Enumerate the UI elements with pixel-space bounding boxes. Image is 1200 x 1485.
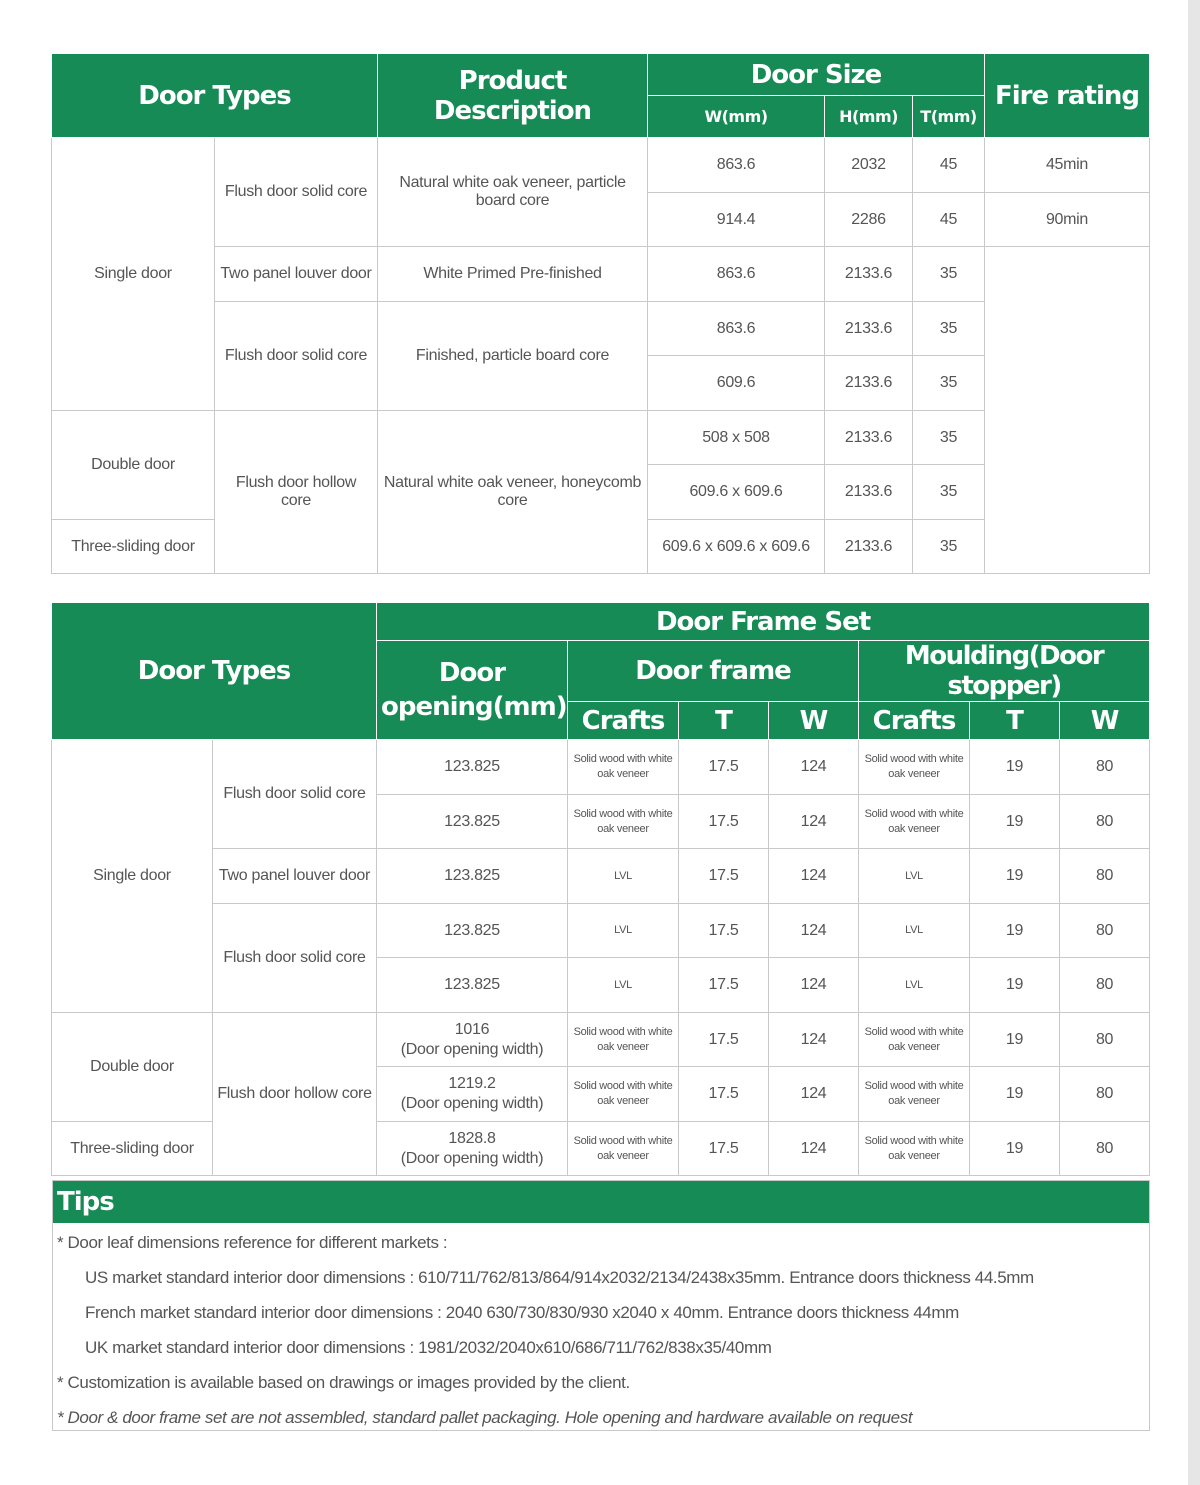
moulding-crafts-cell: Solid wood with white oak veneer (859, 1013, 970, 1067)
table-row (52, 138, 1150, 193)
header-frame-w: W (769, 702, 859, 740)
opening-cell (377, 904, 568, 958)
height-cell: 2133.6 (825, 302, 913, 356)
moulding-w-cell: 80 (1060, 1013, 1150, 1067)
frame-w-cell: 124 (769, 1122, 859, 1176)
description-cell: Finished, particle board core (378, 302, 648, 411)
moulding-t-cell: 19 (970, 740, 1060, 795)
header-moulding-t: T (970, 702, 1060, 740)
moulding-crafts-cell: Solid wood with white oak veneer (859, 795, 970, 849)
frame-crafts-cell: LVL (568, 958, 679, 1013)
moulding-w-cell: 80 (1060, 904, 1150, 958)
thickness-cell: 45 (913, 138, 985, 193)
height-cell: 2286 (825, 193, 913, 247)
tips-title: Tips (53, 1181, 1149, 1223)
opening-cell (377, 958, 568, 1013)
moulding-w-cell: 80 (1060, 958, 1150, 1013)
tip-line: * Door & door frame set are not assembled, standard pallet packaging. Hole opening and hardware available on request (57, 1408, 913, 1427)
subtype-cell: Flush door solid core (213, 904, 377, 1013)
subtype-cell: Flush door solid core (215, 302, 378, 411)
table-row (52, 740, 1150, 795)
frame-t-cell: 17.5 (679, 1122, 769, 1176)
width-cell: 609.6 x 609.6 x 609.6 (648, 520, 825, 574)
width-cell: 863.6 (648, 138, 825, 193)
thickness-cell: 45 (913, 193, 985, 247)
subtype-cell: Two panel louver door (215, 247, 378, 302)
moulding-crafts-cell: LVL (859, 849, 970, 904)
group-single-door: Single door (52, 138, 215, 411)
opening-cell (377, 740, 568, 795)
header-moulding: Moulding(Door stopper) (859, 641, 1150, 702)
header-door-types: Door Types (52, 54, 378, 138)
opening-value: 1016 (454, 1020, 490, 1038)
opening-value: 123.825 (444, 976, 500, 993)
moulding-t-cell: 19 (970, 1013, 1060, 1067)
frame-t-cell: 17.5 (679, 795, 769, 849)
height-cell: 2133.6 (825, 411, 913, 465)
opening-cell (377, 1067, 568, 1122)
width-cell: 914.4 (648, 193, 825, 247)
opening-cell (377, 849, 568, 904)
height-cell: 2133.6 (825, 247, 913, 302)
group-three-sliding-door: Three-sliding door (52, 1122, 213, 1176)
frame-t-cell: 17.5 (679, 958, 769, 1013)
frame-t-cell: 17.5 (679, 904, 769, 958)
opening-value: 1828.8 (448, 1129, 496, 1147)
header-thickness: T(mm) (913, 96, 985, 138)
header-moulding-crafts: Crafts (859, 702, 970, 740)
door-frame-table (51, 602, 1150, 1176)
moulding-w-cell: 80 (1060, 1122, 1150, 1176)
frame-t-cell: 17.5 (679, 1067, 769, 1122)
frame-crafts-cell: Solid wood with white oak veneer (568, 1122, 679, 1176)
header-door-size: Door Size (648, 54, 985, 96)
header-frame-t: T (679, 702, 769, 740)
subtype-cell: Flush door hollow core (213, 1013, 377, 1176)
frame-w-cell: 124 (769, 849, 859, 904)
opening-value: 1219.2 (448, 1075, 496, 1092)
frame-crafts-cell: Solid wood with white oak veneer (568, 1067, 679, 1122)
thickness-cell: 35 (913, 465, 985, 520)
width-cell: 863.6 (648, 247, 825, 302)
table-row (52, 1013, 1150, 1067)
moulding-crafts-cell: LVL (859, 958, 970, 1013)
header-door-frame-set: Door Frame Set (377, 603, 1150, 641)
description-cell: White Primed Pre-finished (378, 247, 648, 302)
group-double-door: Double door (52, 411, 215, 520)
frame-w-cell: 124 (769, 795, 859, 849)
moulding-t-cell: 19 (970, 1067, 1060, 1122)
frame-crafts-cell: Solid wood with white oak veneer (568, 740, 679, 795)
moulding-w-cell: 80 (1060, 740, 1150, 795)
moulding-t-cell: 19 (970, 904, 1060, 958)
fire-rating-empty (985, 247, 1150, 574)
thickness-cell: 35 (913, 520, 985, 574)
header-door-opening: Door opening(mm) (377, 641, 568, 740)
opening-value: 123.825 (444, 921, 500, 939)
header-moulding-w: W (1060, 702, 1150, 740)
fire-rating-cell: 90min (985, 193, 1150, 247)
group-three-sliding-door: Three-sliding door (52, 520, 215, 574)
moulding-w-cell: 80 (1060, 795, 1150, 849)
opening-value: 123.825 (444, 812, 500, 830)
tip-line: * Door leaf dimensions reference for different markets : (57, 1233, 448, 1252)
fire-rating-cell: 45min (985, 138, 1150, 193)
table-row (52, 247, 1150, 302)
opening-cell (377, 795, 568, 849)
height-cell: 2032 (825, 138, 913, 193)
height-cell: 2133.6 (825, 465, 913, 520)
frame-w-cell: 124 (769, 904, 859, 958)
opening-note: (Door opening width) (400, 1149, 544, 1167)
thickness-cell: 35 (913, 411, 985, 465)
moulding-t-cell: 19 (970, 849, 1060, 904)
header-door-types: Door Types (52, 603, 377, 740)
opening-value: 123.825 (444, 867, 500, 884)
frame-w-cell: 124 (769, 1013, 859, 1067)
frame-w-cell: 124 (769, 740, 859, 795)
table-row (52, 904, 1150, 958)
tip-line: * Customization is available based on drawings or images provided by the client. (57, 1373, 630, 1392)
frame-crafts-cell: LVL (568, 849, 679, 904)
thickness-cell: 35 (913, 247, 985, 302)
description-cell: Natural white oak veneer, honeycomb core (378, 411, 648, 574)
table-row (52, 849, 1150, 904)
header-door-frame: Door frame (568, 641, 859, 702)
opening-value: 123.825 (444, 758, 500, 775)
tip-line: French market standard interior door dimensions : 2040 630/730/830/930 x2040 x 40mm. Entrance doors thickness 44mm (85, 1303, 959, 1322)
moulding-crafts-cell: Solid wood with white oak veneer (859, 740, 970, 795)
height-cell: 2133.6 (825, 520, 913, 574)
height-cell: 2133.6 (825, 356, 913, 411)
opening-note: (Door opening width) (400, 1040, 544, 1058)
moulding-t-cell: 19 (970, 1122, 1060, 1176)
tip-line: US market standard interior door dimensions : 610/711/762/813/864/914x2032/2134/2438x35mm. Entrance doors thickness 44.5mm (85, 1268, 1034, 1287)
width-cell: 863.6 (648, 302, 825, 356)
subtype-cell: Flush door solid core (215, 138, 378, 247)
frame-t-cell: 17.5 (679, 1013, 769, 1067)
frame-crafts-cell: LVL (568, 904, 679, 958)
width-cell: 609.6 x 609.6 (648, 465, 825, 520)
width-cell: 609.6 (648, 356, 825, 411)
header-width: W(mm) (648, 96, 825, 138)
door-size-table (51, 53, 1150, 574)
frame-t-cell: 17.5 (679, 849, 769, 904)
moulding-crafts-cell: LVL (859, 904, 970, 958)
header-fire-rating: Fire rating (985, 54, 1150, 138)
header-height: H(mm) (825, 96, 913, 138)
thickness-cell: 35 (913, 356, 985, 411)
moulding-w-cell: 80 (1060, 849, 1150, 904)
description-cell: Natural white oak veneer, particle board core (378, 138, 648, 247)
opening-note: (Door opening width) (400, 1095, 544, 1112)
header-product-description: Product Description (378, 54, 648, 138)
group-single-door: Single door (52, 740, 213, 1013)
moulding-t-cell: 19 (970, 958, 1060, 1013)
moulding-t-cell: 19 (970, 795, 1060, 849)
tips-panel (52, 1180, 1150, 1431)
header-frame-crafts: Crafts (568, 702, 679, 740)
width-cell: 508 x 508 (648, 411, 825, 465)
frame-w-cell: 124 (769, 958, 859, 1013)
opening-cell (377, 1122, 568, 1176)
opening-cell (377, 1013, 568, 1067)
tip-line: UK market standard interior door dimensions : 1981/2032/2040x610/686/711/762/838x35/40mm (85, 1338, 772, 1357)
frame-crafts-cell: Solid wood with white oak veneer (568, 1013, 679, 1067)
subtype-cell: Flush door hollow core (215, 411, 378, 574)
subtype-cell: Two panel louver door (213, 849, 377, 904)
group-double-door: Double door (52, 1013, 213, 1122)
frame-w-cell: 124 (769, 1067, 859, 1122)
frame-crafts-cell: Solid wood with white oak veneer (568, 795, 679, 849)
page-right-edge (1188, 0, 1200, 1485)
frame-t-cell: 17.5 (679, 740, 769, 795)
thickness-cell: 35 (913, 302, 985, 356)
subtype-cell: Flush door solid core (213, 740, 377, 849)
moulding-w-cell: 80 (1060, 1067, 1150, 1122)
moulding-crafts-cell: Solid wood with white oak veneer (859, 1122, 970, 1176)
moulding-crafts-cell: Solid wood with white oak veneer (859, 1067, 970, 1122)
